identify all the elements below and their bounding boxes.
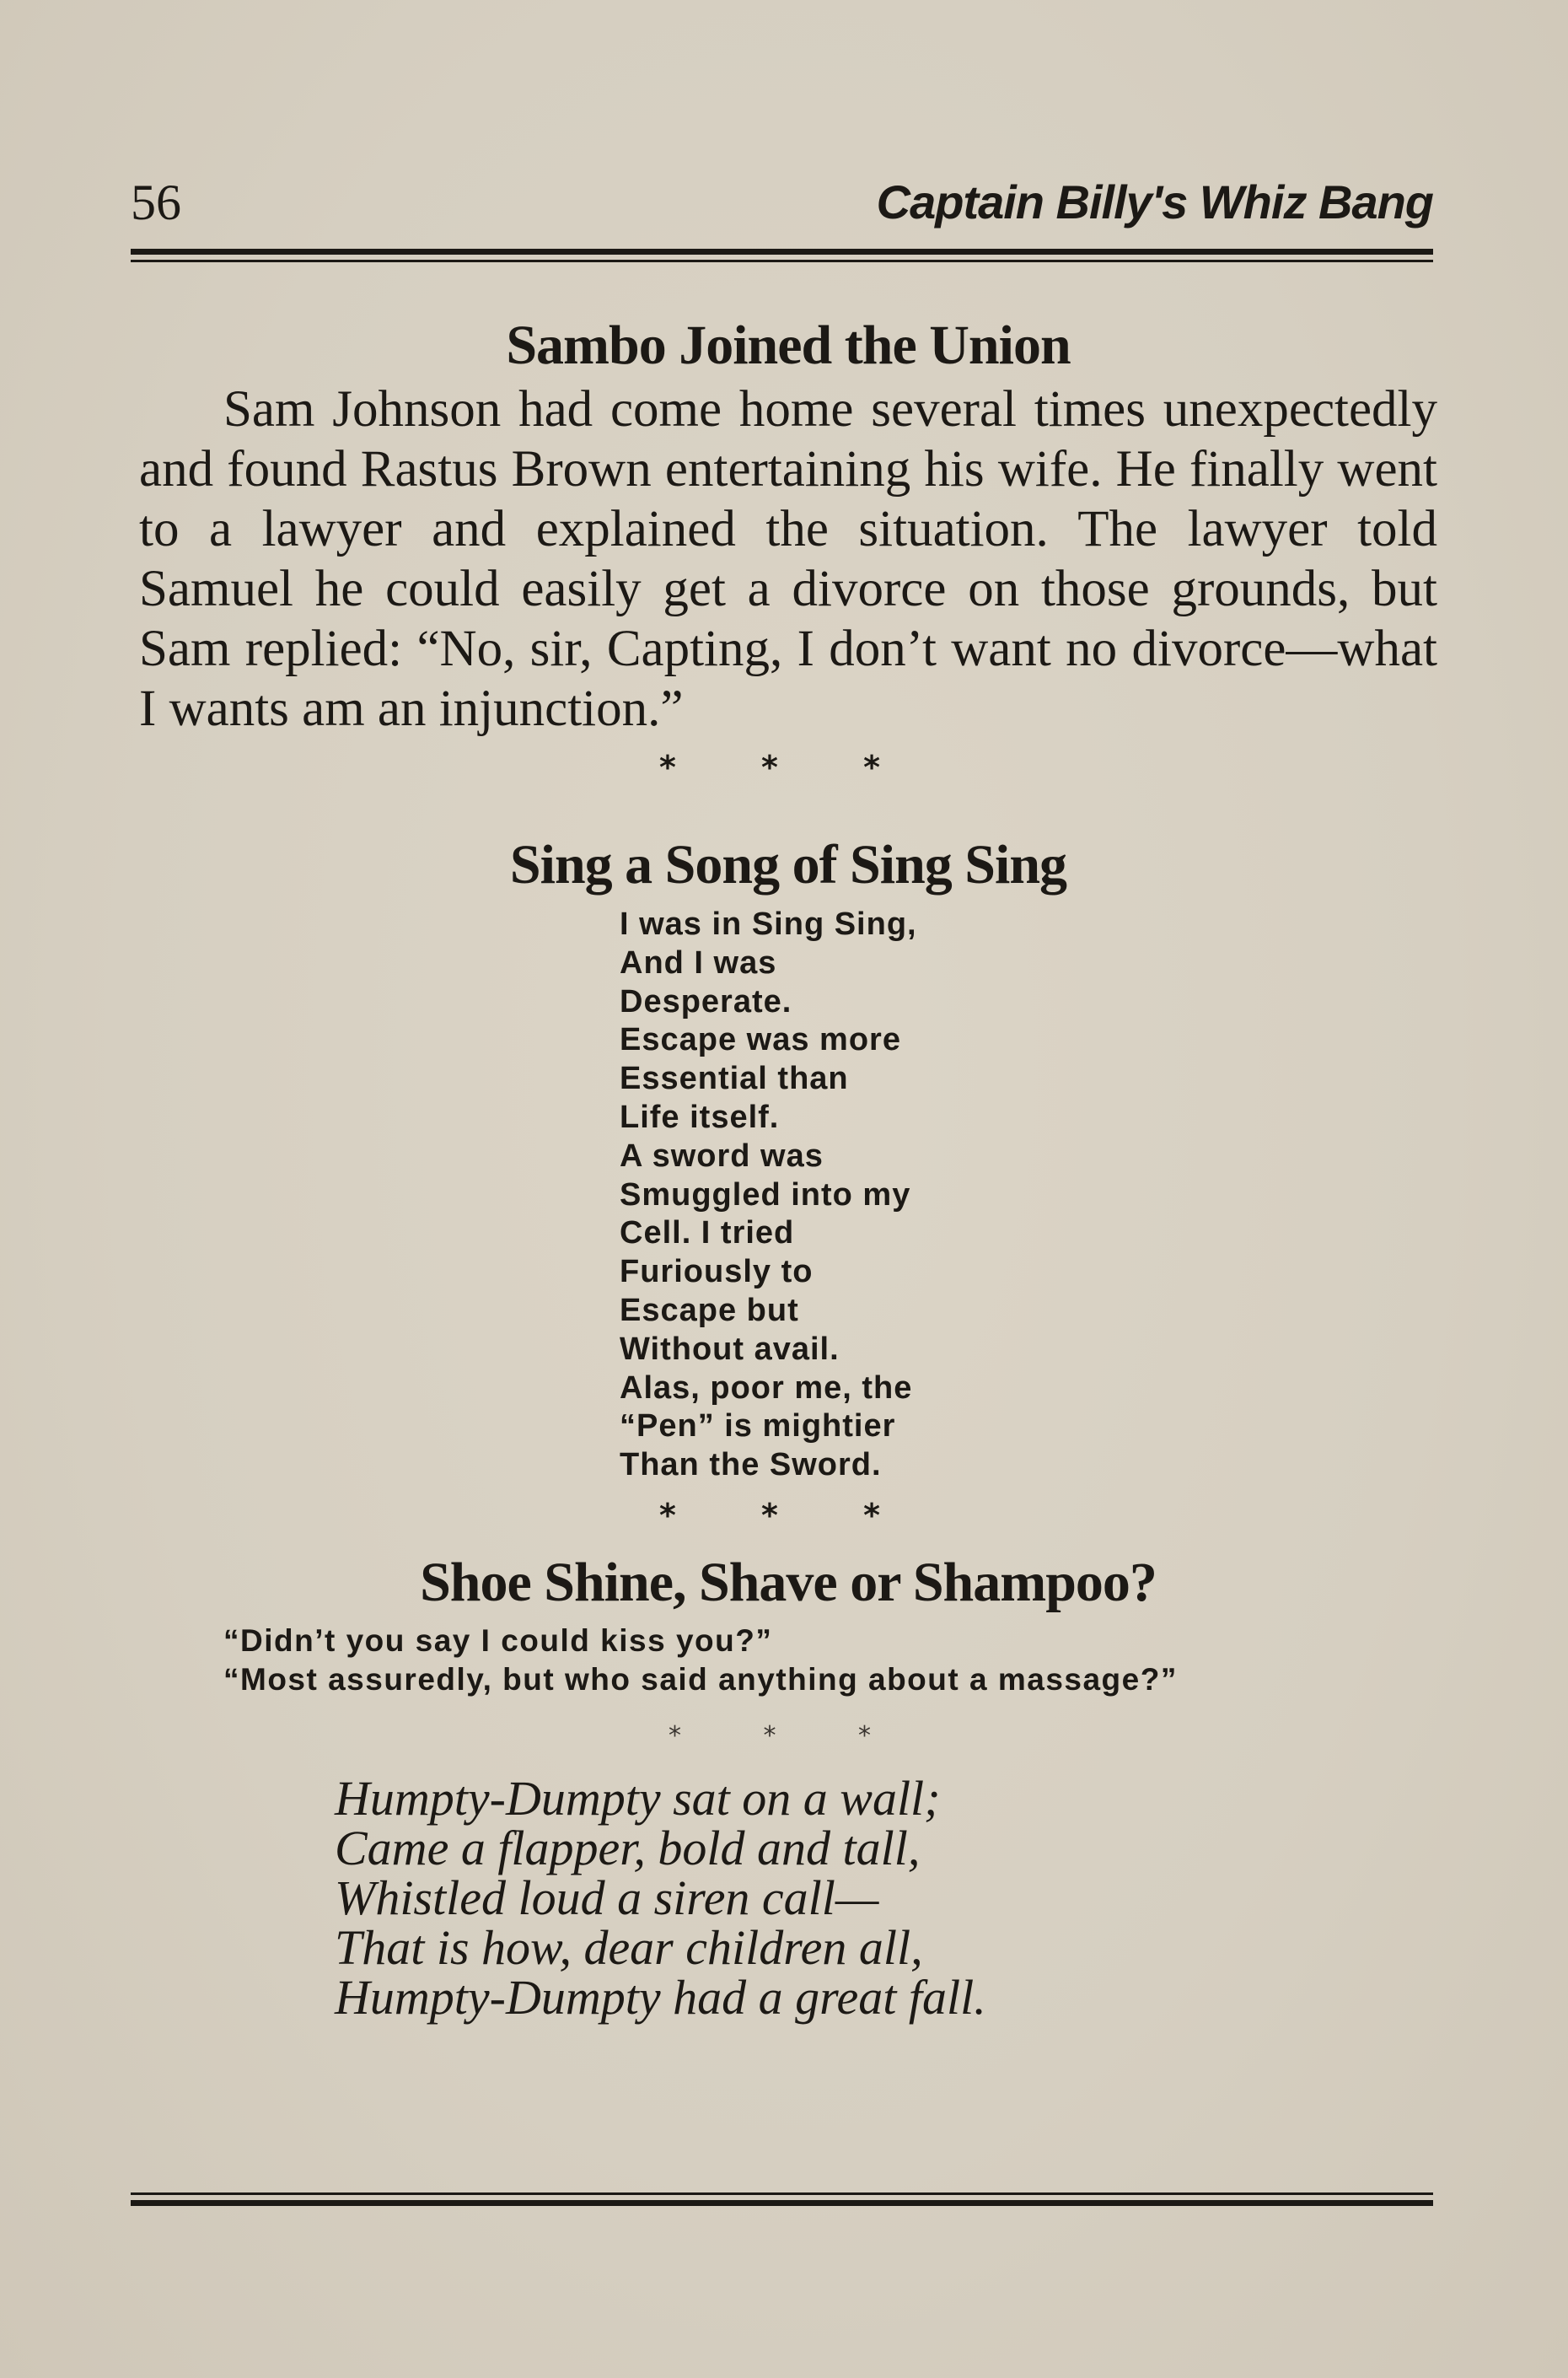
story-sambo [139, 312, 1437, 739]
poem-line: Humpty-Dumpty had a great fall. [335, 1969, 986, 2025]
footer-rule [131, 2192, 1433, 2206]
footer-rule-thick [131, 2200, 1433, 2206]
header-rule-thin [131, 260, 1433, 262]
poem-line: Essential than [620, 1061, 849, 1097]
dialogue-line: “Didn’t you say I could kiss you?” [223, 1622, 773, 1658]
story-humpty-dumpty [139, 1770, 1437, 2025]
poem-line: Escape was more [620, 1022, 901, 1058]
header-rule [131, 249, 1433, 262]
poem-line: Desperate. [620, 983, 792, 1020]
running-title: Captain Billy's Whiz Bang [876, 175, 1433, 229]
header-rule-thick [131, 249, 1433, 255]
page-number: 56 [131, 175, 181, 230]
poem-lines [620, 906, 1437, 1485]
separator-stars: * * * [658, 1496, 918, 1534]
poem-line: Than the Sword. [620, 1447, 882, 1483]
poem-line: And I was [620, 944, 777, 981]
poem-line: Furiously to [620, 1254, 814, 1290]
story-body: Sam Johnson had come home several times unexpectedly and found Rastus Brown entertaining his wife. He finally went to a lawyer and explained the situation. The lawyer told Samuel he could easily get a divorce on those grounds, but Sam replied: “No, sir, Capting, I don’t want no divorce—what I wants am an injunction.” [139, 381, 1437, 737]
footer-rule-thin [131, 2192, 1433, 2195]
story-shoe-shine [139, 1549, 1437, 1699]
dialogue-line: “Most assuredly, but who said anything about a massage?” [223, 1661, 1178, 1697]
story-title: Sing a Song of Sing Sing [509, 834, 1067, 896]
separator-stars: * * * [668, 1720, 909, 1751]
page-content [139, 312, 1437, 2025]
poem-lines [335, 1770, 1437, 2025]
poem-line: Escape but [620, 1292, 799, 1328]
separator-stars: * * * [658, 749, 918, 786]
poem-line: Without avail. [620, 1331, 840, 1367]
story-title: Sambo Joined the Union [506, 315, 1071, 376]
poem-line: That is how, dear children all, [335, 1919, 923, 1975]
poem-line: Cell. I tried [620, 1215, 795, 1251]
story-sing-sing [139, 831, 1437, 1485]
poem-line: Alas, poor me, the [620, 1369, 913, 1406]
poem-line: Smuggled into my [620, 1176, 911, 1213]
poem-line: “Pen” is mightier [620, 1408, 896, 1445]
poem-line: Life itself. [620, 1099, 780, 1135]
page-header [131, 173, 1433, 232]
poem-line: Whistled loud a siren call— [335, 1870, 879, 1925]
poem-line: Humpty-Dumpty sat on a wall; [335, 1770, 941, 1826]
poem-line: A sword was [620, 1138, 824, 1174]
poem-line: Came a flapper, bold and tall, [335, 1820, 921, 1875]
story-title: Shoe Shine, Shave or Shampoo? [420, 1551, 1157, 1613]
poem-line: I was in Sing Sing, [620, 907, 917, 942]
dialogue-lines [223, 1622, 1437, 1699]
